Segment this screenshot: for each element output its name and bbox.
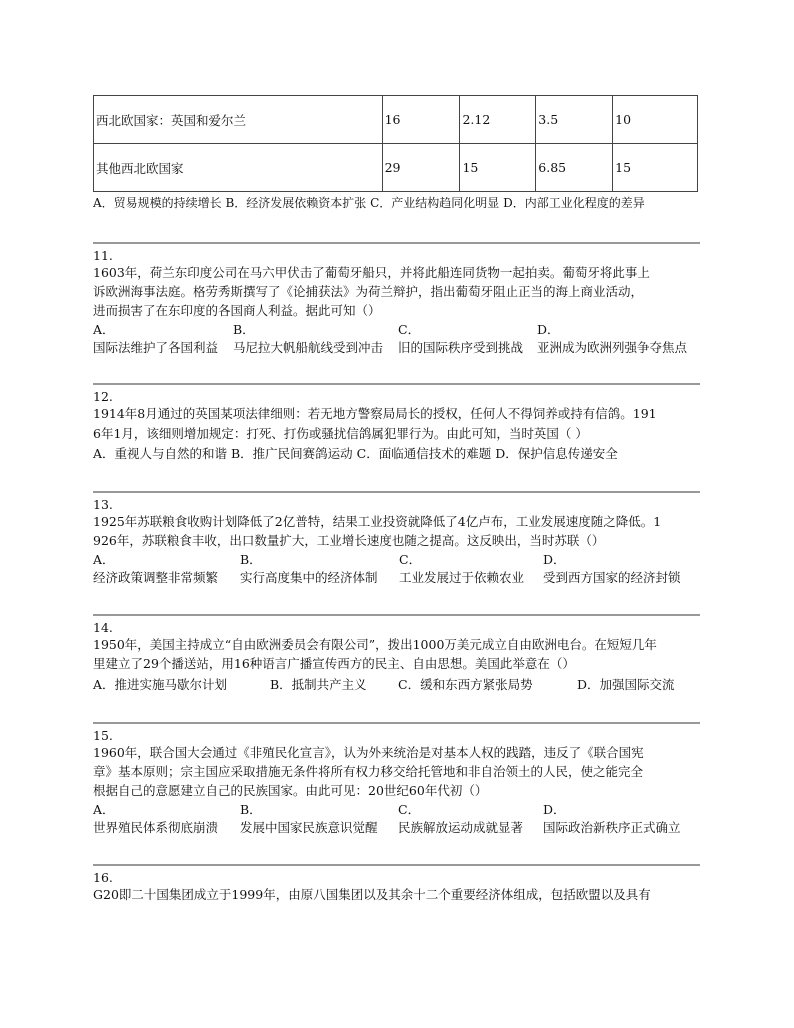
question-divider [93, 242, 700, 244]
q13-stem-line: 926年，苏联粮食丰收，出口数量扩大，工业增长速度也随之提高。这反映出，当时苏联（） [93, 533, 605, 548]
q11-option-d: 亚洲成为欧洲列强争夺焦点 [537, 340, 688, 355]
q12-number: 12. [93, 389, 113, 404]
q14-stem-line: 里建立了29个播送站，用16种语言广播宣传西方的民主、自由思想。美国此举意在（） [93, 656, 575, 671]
q13-option-d: 受到西方国家的经济封锁 [543, 570, 681, 585]
table-cell: 15 [460, 144, 536, 192]
q11-stem-line: 进而损害了在东印度的各国商人利益。据此可知（） [93, 303, 381, 318]
q14-stem-line: 1950年，美国主持成立“自由欧洲委员会有限公司”，拨出1000万美元成立自由欧洲电台。在短短几年 [93, 637, 657, 652]
question-divider [93, 614, 700, 616]
q15-option-a: 世界殖民体系彻底崩溃 [93, 820, 219, 835]
q14-option-b: B．抵制共产主义 [270, 677, 367, 692]
q13-letter-b: B． [240, 552, 262, 567]
q11-letter-a: A． [93, 322, 115, 337]
table-cell: 6.85 [536, 144, 613, 192]
question-divider [93, 722, 700, 724]
q13-stem-line: 1925年苏联粮食收购计划降低了2亿普特，结果工业投资就降低了4亿卢布，工业发展速度随之降低。1 [93, 514, 662, 529]
q13-letter-a: A． [93, 552, 115, 567]
q13-letter-c: C． [399, 552, 422, 567]
q13-letter-d: D． [543, 552, 566, 567]
q15-stem-line: 1960年，联合国大会通过《非殖民化宣言》，认为外来统治是对基本人权的践踏，违反了《联合国宪 [93, 745, 644, 760]
data-table [93, 95, 698, 192]
q11-letter-d: D． [537, 322, 560, 337]
question-divider [93, 491, 700, 493]
q14-option-d: D．加强国际交流 [577, 677, 675, 692]
question-divider [93, 383, 700, 385]
q14-number: 14. [93, 620, 113, 635]
q11-option-a: 国际法维护了各国利益 [93, 340, 219, 355]
table-cell: 西北欧国家：英国和爱尔兰 [94, 96, 383, 144]
q11-number: 11. [93, 248, 113, 263]
q13-option-b: 实行高度集中的经济体制 [240, 570, 378, 585]
q13-option-a: 经济政策调整非常频繁 [93, 570, 219, 585]
table-cell: 29 [382, 144, 460, 192]
q15-option-d: 国际政治新秩序正式确立 [543, 820, 681, 835]
table-row [94, 96, 698, 144]
q11-letter-c: C． [398, 322, 421, 337]
q15-letter-b: B． [240, 802, 262, 817]
q15-letter-d: D． [543, 802, 566, 817]
q15-letter-c: C． [398, 802, 421, 817]
q11-letter-b: B． [233, 322, 255, 337]
question-divider [93, 864, 700, 866]
q15-stem-line: 根据自己的意愿建立自己的民族国家。由此可见：20世纪60年代初（） [93, 783, 488, 798]
q15-letter-a: A． [93, 802, 115, 817]
q12-stem-line: 6年1月，该细则增加规定：打死、打伤或骚扰信鸽属犯罪行为。由此可知，当时英国（ ） [93, 426, 588, 441]
q15-stem-line: 章》基本原则；宗主国应采取措施无条件将所有权力移交给托管地和非自治领土的人民，使之能完全 [93, 764, 644, 779]
q13-option-c: 工业发展过于依赖农业 [399, 570, 525, 585]
q13-number: 13. [93, 497, 113, 512]
q16-stem-line: G20即二十国集团成立于1999年，由原八国集团以及其余十二个重要经济体组成，包括欧盟以及具有 [93, 887, 651, 902]
q12-stem-line: 1914年8月通过的英国某项法律细则：若无地方警察局局长的授权，任何人不得饲养或持有信鸽。191 [93, 406, 657, 421]
q10-options: A．贸易规模的持续增长 B．经济发展依赖资本扩张 C．产业结构趋同化明显 D．内部工业化程度的差异 [93, 196, 645, 210]
q14-option-c: C．缓和东西方紧张局势 [398, 677, 533, 692]
q11-stem-line: 诉欧洲海事法庭。格劳秀斯撰写了《论捕获法》为荷兰辩护，指出葡萄牙阻止正当的海上商业活动， [93, 284, 644, 299]
q14-option-a: A．推进实施马歇尔计划 [93, 677, 228, 692]
q16-number: 16. [93, 870, 113, 885]
table-cell: 15 [613, 144, 698, 192]
q11-stem-line: 1603年，荷兰东印度公司在马六甲伏击了葡萄牙船只，并将此船连同货物一起拍卖。葡萄牙将此事上 [93, 265, 650, 280]
table-cell: 其他西北欧国家 [94, 144, 383, 192]
q12-options: A．重视人与自然的和谐 B．推广民间赛鸽运动 C．面临通信技术的难题 D．保护信息传递安全 [93, 446, 618, 461]
table-cell: 3.5 [536, 96, 613, 144]
q15-number: 15. [93, 728, 113, 743]
q15-option-c: 民族解放运动成就显著 [398, 820, 524, 835]
q15-option-b: 发展中国家民族意识觉醒 [240, 820, 378, 835]
table-cell: 2.12 [460, 96, 536, 144]
table-cell: 10 [613, 96, 698, 144]
table-row [94, 144, 698, 192]
table-cell: 16 [382, 96, 460, 144]
q11-option-c: 旧的国际秩序受到挑战 [398, 340, 524, 355]
q11-option-b: 马尼拉大帆船航线受到冲击 [233, 340, 384, 355]
